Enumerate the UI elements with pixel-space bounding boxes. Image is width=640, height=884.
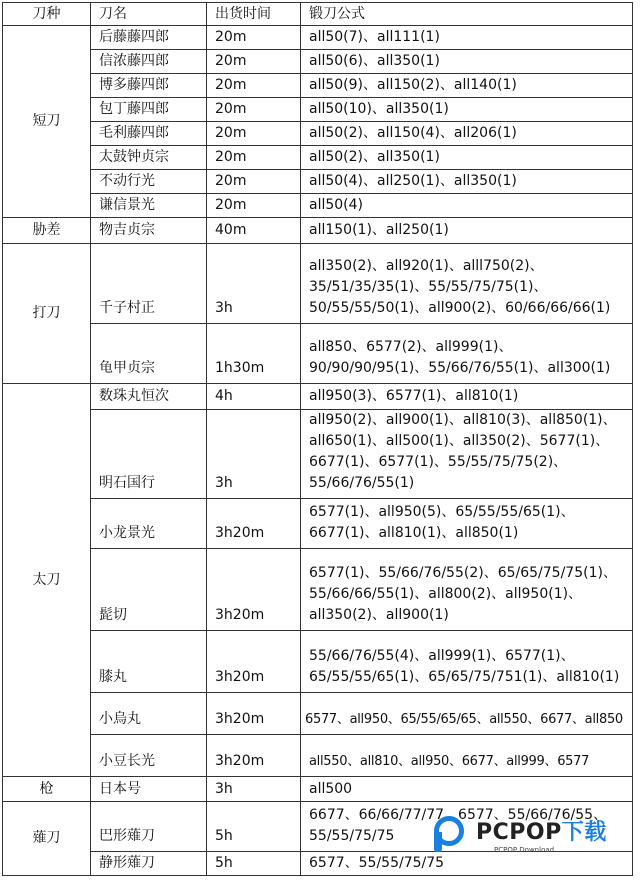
blade-name: 膝丸: [91, 631, 207, 693]
forge-time: 40m: [207, 218, 301, 244]
forge-time: 20m: [207, 194, 301, 218]
forge-formula: all50(4)、all250(1)、all350(1): [301, 170, 633, 194]
forge-time: 20m: [207, 122, 301, 146]
blade-name: 龟甲贞宗: [91, 324, 207, 384]
table-row: [3, 324, 633, 384]
forge-formula: all850、6577(2)、all999(1)、90/90/90/95(1)、55/66/76/55(1)、all300(1): [301, 324, 633, 384]
forge-formula: 6677、66/66/77/77、6577、55/66/76/55、55/55/75/75: [301, 802, 633, 852]
table-row: [3, 146, 633, 170]
table-row: [3, 735, 633, 777]
forge-time: 20m: [207, 26, 301, 50]
blade-name: 髭切: [91, 549, 207, 631]
forge-time: 1h30m: [207, 324, 301, 384]
forging-formula-table: [2, 2, 633, 876]
forge-formula: 6577(1)、55/66/76/55(2)、65/65/75/75(1)、55/66/66/55(1)、all800(2)、all950(1)、all350(2)、all900(1): [301, 549, 633, 631]
table-row: [3, 74, 633, 98]
table-row: [3, 26, 633, 50]
header-formula: 锻刀公式: [301, 3, 633, 26]
table-row: [3, 122, 633, 146]
table-row: [3, 50, 633, 74]
forge-formula: 55/66/76/55(4)、all999(1)、6577(1)、65/55/55/65(1)、65/65/75/751(1)、all810(1): [301, 631, 633, 693]
table-row: [3, 549, 633, 631]
forge-formula: 6577(1)、all950(5)、65/55/55/65(1)、6677(1)、all810(1)、all850(1): [301, 499, 633, 549]
forge-formula: 6577、55/55/75/75: [301, 852, 633, 876]
forge-time: 3h20m: [207, 735, 301, 777]
forge-time: 20m: [207, 74, 301, 98]
blade-name: 不动行光: [91, 170, 207, 194]
blade-name: 后藤藤四郎: [91, 26, 207, 50]
blade-name: 小烏丸: [91, 693, 207, 735]
table-row: [3, 170, 633, 194]
forge-formula: all950(2)、all900(1)、all810(3)、all850(1)、all650(1)、all500(1)、all350(2)、5677(1)、6677(1)、6577(1)、55/55/75/75(2)、55/66/76/55(1): [301, 410, 633, 499]
blade-name: 谦信景光: [91, 194, 207, 218]
category-cell: 短刀: [3, 26, 91, 218]
blade-name: 明石国行: [91, 410, 207, 499]
blade-name: 日本号: [91, 777, 207, 802]
forge-time: 3h: [207, 410, 301, 499]
forge-time: 20m: [207, 98, 301, 122]
forge-formula: 6577、all950、65/55/65/65、all550、6677、all850: [301, 693, 633, 735]
forge-time: 20m: [207, 170, 301, 194]
header-name: 刀名: [91, 3, 207, 26]
table-row: [3, 218, 633, 244]
category-cell: 太刀: [3, 384, 91, 777]
blade-name: 静形薙刀: [91, 852, 207, 876]
header-row: [3, 3, 633, 26]
category-cell: 枪: [3, 777, 91, 802]
header-time: 出货时间: [207, 3, 301, 26]
table-row: [3, 499, 633, 549]
table-row: [3, 244, 633, 324]
forge-time: 5h: [207, 852, 301, 876]
blade-name: 数珠丸恒次: [91, 384, 207, 410]
forge-time: 3h: [207, 244, 301, 324]
table-row: [3, 410, 633, 499]
forge-time: 4h: [207, 384, 301, 410]
forge-time: 3h: [207, 777, 301, 802]
forge-formula: all50(7)、all111(1): [301, 26, 633, 50]
forge-formula: all500: [301, 777, 633, 802]
blade-name: 小豆长光: [91, 735, 207, 777]
watermark-brand: PCPOP: [476, 819, 562, 845]
blade-name: 巴形薙刀: [91, 802, 207, 852]
forge-time: 3h20m: [207, 631, 301, 693]
forge-time: 20m: [207, 146, 301, 170]
table-row: [3, 631, 633, 693]
header-type: 刀种: [3, 3, 91, 26]
forge-formula: all950(3)、6577(1)、all810(1): [301, 384, 633, 410]
blade-name: 毛利藤四郎: [91, 122, 207, 146]
forge-time: 3h20m: [207, 549, 301, 631]
table-row: [3, 98, 633, 122]
forge-time: 20m: [207, 50, 301, 74]
forge-time: 3h20m: [207, 499, 301, 549]
forge-formula: all550、all810、all950、6677、all999、6577: [301, 735, 633, 777]
forge-formula: all150(1)、all250(1): [301, 218, 633, 244]
watermark-subtitle: PCPOP Download: [494, 845, 555, 854]
forge-formula: all50(9)、all150(2)、all140(1): [301, 74, 633, 98]
table-row: [3, 384, 633, 410]
table-row: [3, 693, 633, 735]
forge-time: 3h20m: [207, 693, 301, 735]
watermark-download: 下载: [561, 819, 607, 845]
blade-name: 信浓藤四郎: [91, 50, 207, 74]
blade-name: 千子村正: [91, 244, 207, 324]
table-row: [3, 777, 633, 802]
table-row: [3, 194, 633, 218]
pcpop-watermark: [432, 810, 632, 858]
blade-name: 小龙景光: [91, 499, 207, 549]
forge-formula: all50(2)、all350(1): [301, 146, 633, 170]
forge-time: 5h: [207, 802, 301, 852]
category-cell: 打刀: [3, 244, 91, 384]
forge-formula: all50(10)、all350(1): [301, 98, 633, 122]
forge-formula: all50(2)、all150(4)、all206(1): [301, 122, 633, 146]
category-cell: 胁差: [3, 218, 91, 244]
forge-formula: all350(2)、all920(1)、alll750(2)、35/51/35/35(1)、55/55/75/75(1)、50/55/55/50(1)、all900(2)、60/66/66/66(1): [301, 244, 633, 324]
forge-formula: all50(6)、all350(1): [301, 50, 633, 74]
category-cell: 薙刀: [3, 802, 91, 876]
forge-formula: all50(4): [301, 194, 633, 218]
blade-name: 博多藤四郎: [91, 74, 207, 98]
blade-name: 包丁藤四郎: [91, 98, 207, 122]
blade-name: 物吉贞宗: [91, 218, 207, 244]
pcpop-logo-icon: [432, 814, 472, 854]
blade-name: 太鼓钟贞宗: [91, 146, 207, 170]
